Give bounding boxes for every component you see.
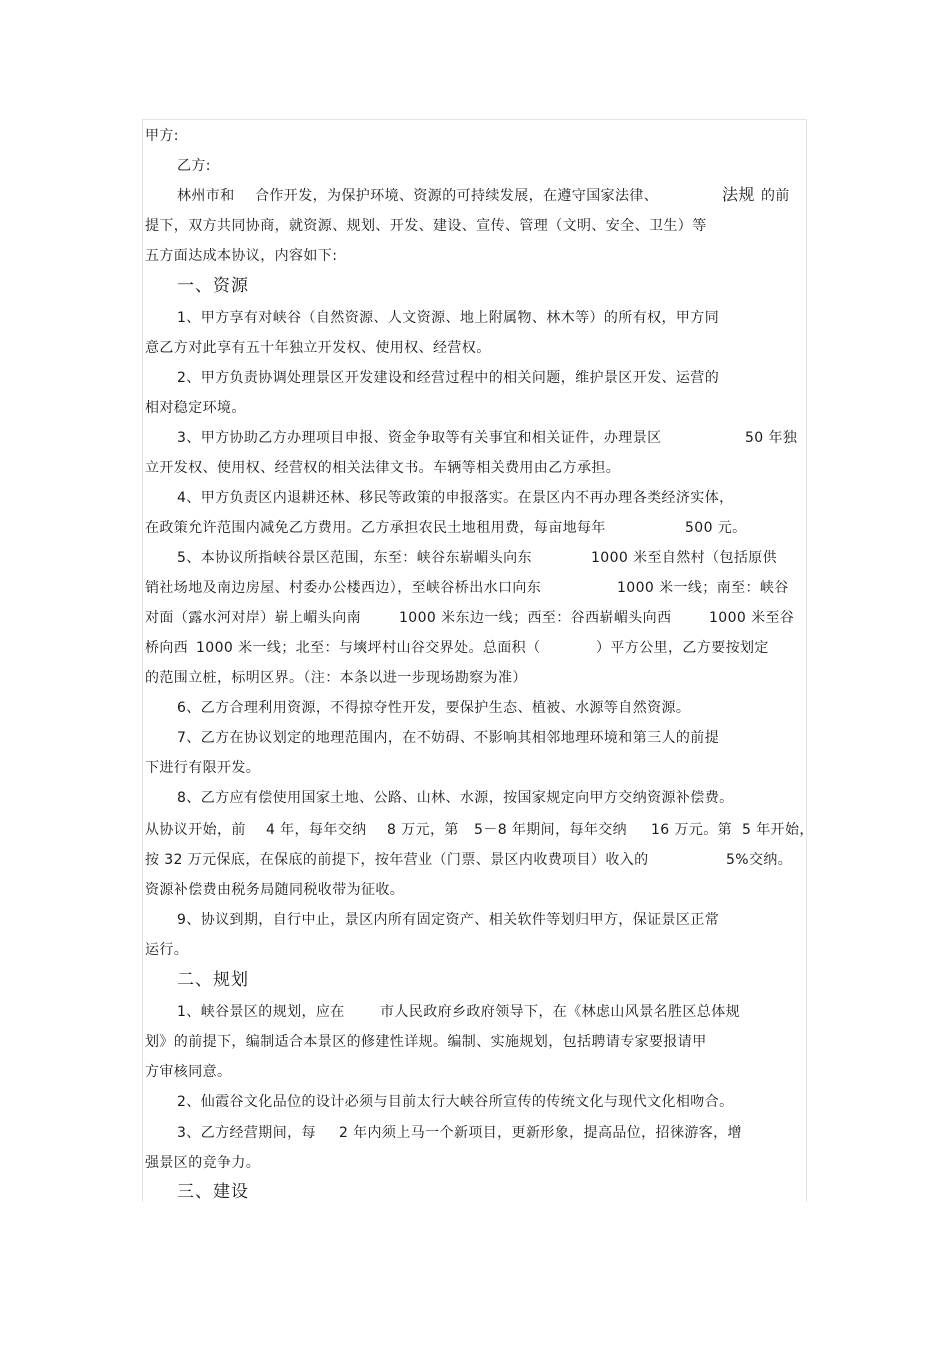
planning-clause-2: 2、仙霞谷文化品位的设计必须与目前太行大峡谷所宣传的传统文化与现代文化相吻合。 <box>177 1094 734 1110</box>
planning-clause-3-line-1b: 2 年内须上马一个新项目，更新形象，提高品位，招徕游客，增 <box>339 1125 742 1141</box>
resource-clause-5-line-2b: 1000 米一线；南至：峡谷 <box>617 580 789 596</box>
resource-clause-5-line-3c: 1000 米至谷 <box>709 610 795 626</box>
resource-clause-8-line-3a: 按 32 万元保底，在保底的前提下，按年营业（门票、景区内收费项目）收入的 <box>145 852 649 868</box>
intro-line-2: 提下，双方共同协商，就资源、规划、开发、建设、宣传、管理（文明、安全、卫生）等 <box>145 218 707 234</box>
planning-clause-1-line-1b: 市人民政府乡政府领导下，在《林虑山风景名胜区总体规 <box>380 1004 740 1020</box>
resource-clause-7-line-1: 7、乙方在协议划定的地理范围内，在不妨碍、不影响其相邻地理环境和第三人的前提 <box>177 730 720 746</box>
resource-clause-4-line-1: 4、甲方负责区内退耕还林、移民等政策的申报落实。在景区内不再办理各类经济实体， <box>177 490 734 506</box>
resource-clause-7-line-2: 下进行有限开发。 <box>145 760 261 776</box>
resource-clause-5-line-4c: ）平方公里，乙方要按划定 <box>596 640 769 656</box>
resource-clause-4-line-2a: 在政策允许范围内减免乙方费用。乙方承担农民土地租用费，每亩地每年 <box>145 520 606 536</box>
resource-clause-4-line-2b: 500 元。 <box>685 520 747 536</box>
planning-clause-1-line-3: 方审核同意。 <box>145 1064 232 1080</box>
resource-clause-8-line-2f: 5 年开始， <box>742 822 814 838</box>
resource-clause-5-line-4a: 桥向西 <box>145 640 189 656</box>
resource-clause-2-line-2: 相对稳定环境。 <box>145 400 246 416</box>
resource-clause-2-line-1: 2、甲方负责协调处理景区开发建设和经营过程中的相关问题，维护景区开发、运营的 <box>177 370 720 386</box>
resource-clause-5-line-5: 的范围立桩，标明区界。（注：本条以进一步现场勘察为准） <box>145 670 527 686</box>
resource-clause-5-line-3a: 对面（露水河对岸）崭上嵋头向南 <box>145 610 361 626</box>
resource-clause-8-line-2a: 从协议开始，前 <box>145 822 246 838</box>
resource-clause-3-line-2: 立开发权、使用权、经营权的相关法律文书。车辆等相关费用由乙方承担。 <box>145 460 621 476</box>
section-heading-planning: 二、规划 <box>177 970 249 990</box>
resource-clause-6: 6、乙方合理利用资源，不得掠夺性开发，要保护生态、植被、水源等自然资源。 <box>177 700 691 716</box>
resource-clause-5-line-3b: 1000 米东边一线；西至：谷西崭嵋头向西 <box>399 610 672 626</box>
resource-clause-8-line-2b: 4 年，每年交纳 <box>266 822 367 838</box>
resource-clause-1-line-2: 意乙方对此享有五十年独立开发权、使用权、经营权。 <box>145 340 491 356</box>
intro-line-1c: 法规 <box>722 185 755 204</box>
resource-clause-5-line-4b: 1000 米一线；北至：与塽坪村山谷交界处。总面积（ <box>196 640 541 656</box>
resource-clause-8-line-3b: 5%交纳。 <box>726 852 793 868</box>
resource-clause-8-line-2e: 16 万元。第 <box>651 822 733 838</box>
planning-clause-3-line-1a: 3、乙方经营期间，每 <box>177 1125 316 1141</box>
planning-clause-1-line-2: 划》的前提下，编制适合本景区的修建性详规。编制、实施规划，包括聘请专家要报请甲 <box>145 1034 707 1050</box>
planning-clause-1-line-1a: 1、峡谷景区的规划，应在 <box>177 1004 345 1020</box>
intro-line-3: 五方面达成本协议，内容如下: <box>145 248 338 264</box>
resource-clause-9-line-2: 运行。 <box>145 942 189 958</box>
resource-clause-8-line-2d: 5－8 年期间，每年交纳 <box>474 822 628 838</box>
resource-clause-8-line-4: 资源补偿费由税务局随同税收带为征收。 <box>145 882 405 898</box>
resource-clause-5-line-1a: 5、本协议所指峡谷景区范围，东至：峡谷东崭嵋头向东 <box>177 550 532 566</box>
planning-clause-3-line-2: 强景区的竞争力。 <box>145 1155 261 1171</box>
resource-clause-3-line-1a: 3、甲方协助乙方办理项目申报、资金争取等有关事宜和相关证件，办理景区 <box>177 430 662 446</box>
intro-line-1d: 的前 <box>761 188 790 204</box>
resource-clause-9-line-1: 9、协议到期，自行中止，景区内所有固定资产、相关软件等划归甲方，保证景区正常 <box>177 912 720 928</box>
party-b-label: 乙方: <box>177 158 211 174</box>
resource-clause-5-line-2a: 销社场地及南边房屋、村委办公楼西边），至峡谷桥出水口向东 <box>145 580 542 596</box>
section-heading-resources: 一、资源 <box>177 276 249 296</box>
intro-line-1b: 合作开发，为保护环境、资源的可持续发展，在遵守国家法律、 <box>255 188 659 204</box>
resource-clause-1-line-1: 1、甲方享有对峡谷（自然资源、人文资源、地上附属物、林木等）的所有权，甲方同 <box>177 310 720 326</box>
section-heading-construction: 三、建设 <box>177 1182 249 1202</box>
resource-clause-3-line-1b: 50 年独 <box>745 430 798 446</box>
intro-line-1a: 林州市和 <box>177 188 235 204</box>
party-a-label: 甲方: <box>145 128 179 144</box>
resource-clause-8-line-2c: 8 万元，第 <box>387 822 459 838</box>
resource-clause-8-line-1: 8、乙方应有偿使用国家土地、公路、山林、水源，按国家规定向甲方交纳资源补偿费。 <box>177 790 734 806</box>
resource-clause-5-line-1b: 1000 米至自然村（包括原供 <box>591 550 778 566</box>
